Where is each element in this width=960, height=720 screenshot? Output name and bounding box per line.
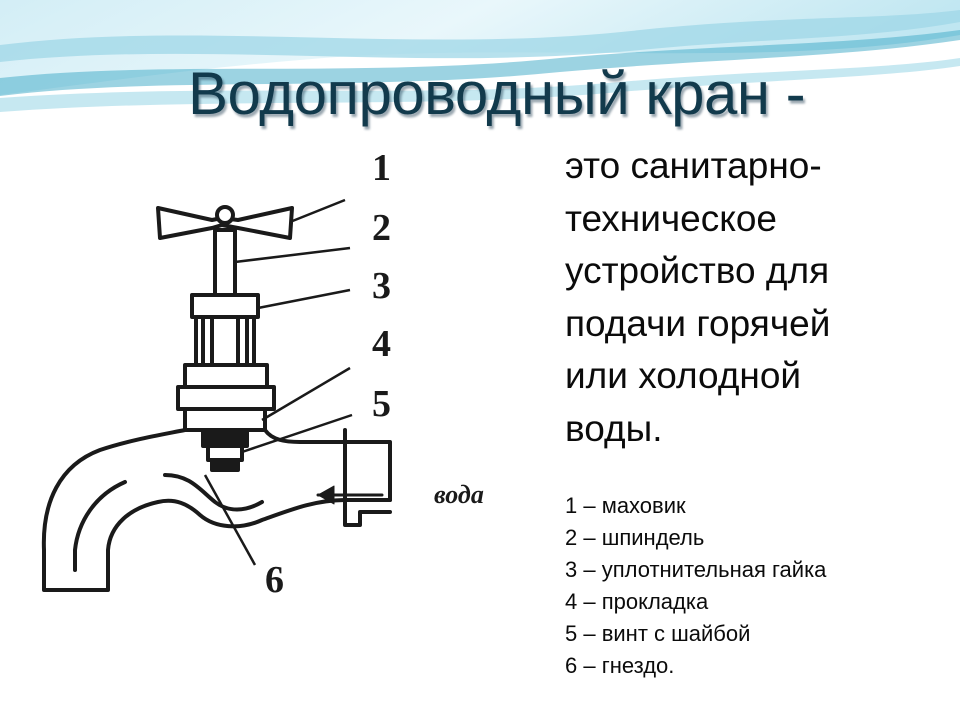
handwheel-hub — [217, 207, 233, 223]
definition-line: или холодной — [565, 355, 802, 396]
faucet-diagram — [0, 130, 560, 630]
part-number-3: 3 — [372, 265, 391, 307]
leader-line-5 — [242, 415, 352, 452]
collar-shape — [185, 365, 267, 387]
legend-item-spindle: 2 – шпиндель — [565, 525, 705, 550]
definition-line: это санитарно- — [565, 145, 822, 186]
legend-item-seat: 6 – гнездо. — [565, 653, 675, 678]
part-number-4: 4 — [372, 323, 391, 365]
legend-item-sealing-nut: 3 – уплотнительная гайка — [565, 557, 827, 582]
gasket-shape — [203, 430, 247, 446]
leader-line-6 — [205, 475, 255, 565]
part-number-1: 1 — [372, 147, 391, 189]
legend-item-gasket: 4 – прокладка — [565, 589, 709, 614]
definition-line: подачи горячей — [565, 302, 831, 344]
part-number-5: 5 — [372, 383, 391, 425]
part-number-2: 2 — [372, 207, 391, 249]
legend-item-screw-washer: 5 – винт с шайбой — [565, 621, 751, 646]
screw-washer-shape — [208, 446, 242, 460]
leader-line-1 — [290, 200, 345, 222]
slide-title: Водопроводный кран - — [188, 60, 806, 127]
spindle-shape — [215, 230, 235, 295]
parts-legend — [565, 490, 955, 682]
faucet-body — [44, 430, 390, 590]
leader-line-3 — [258, 290, 350, 308]
flow-label: вода — [434, 480, 484, 509]
part-number-6: 6 — [265, 559, 284, 601]
definition-line: воды. — [565, 407, 663, 449]
definition-text — [565, 140, 955, 455]
definition-line: устройство для — [565, 250, 830, 291]
legend-item-handwheel: 1 – маховик — [565, 493, 686, 518]
leader-line-2 — [235, 248, 350, 262]
sealing-nut-shape — [192, 295, 258, 317]
definition-line: техническое — [565, 197, 778, 239]
